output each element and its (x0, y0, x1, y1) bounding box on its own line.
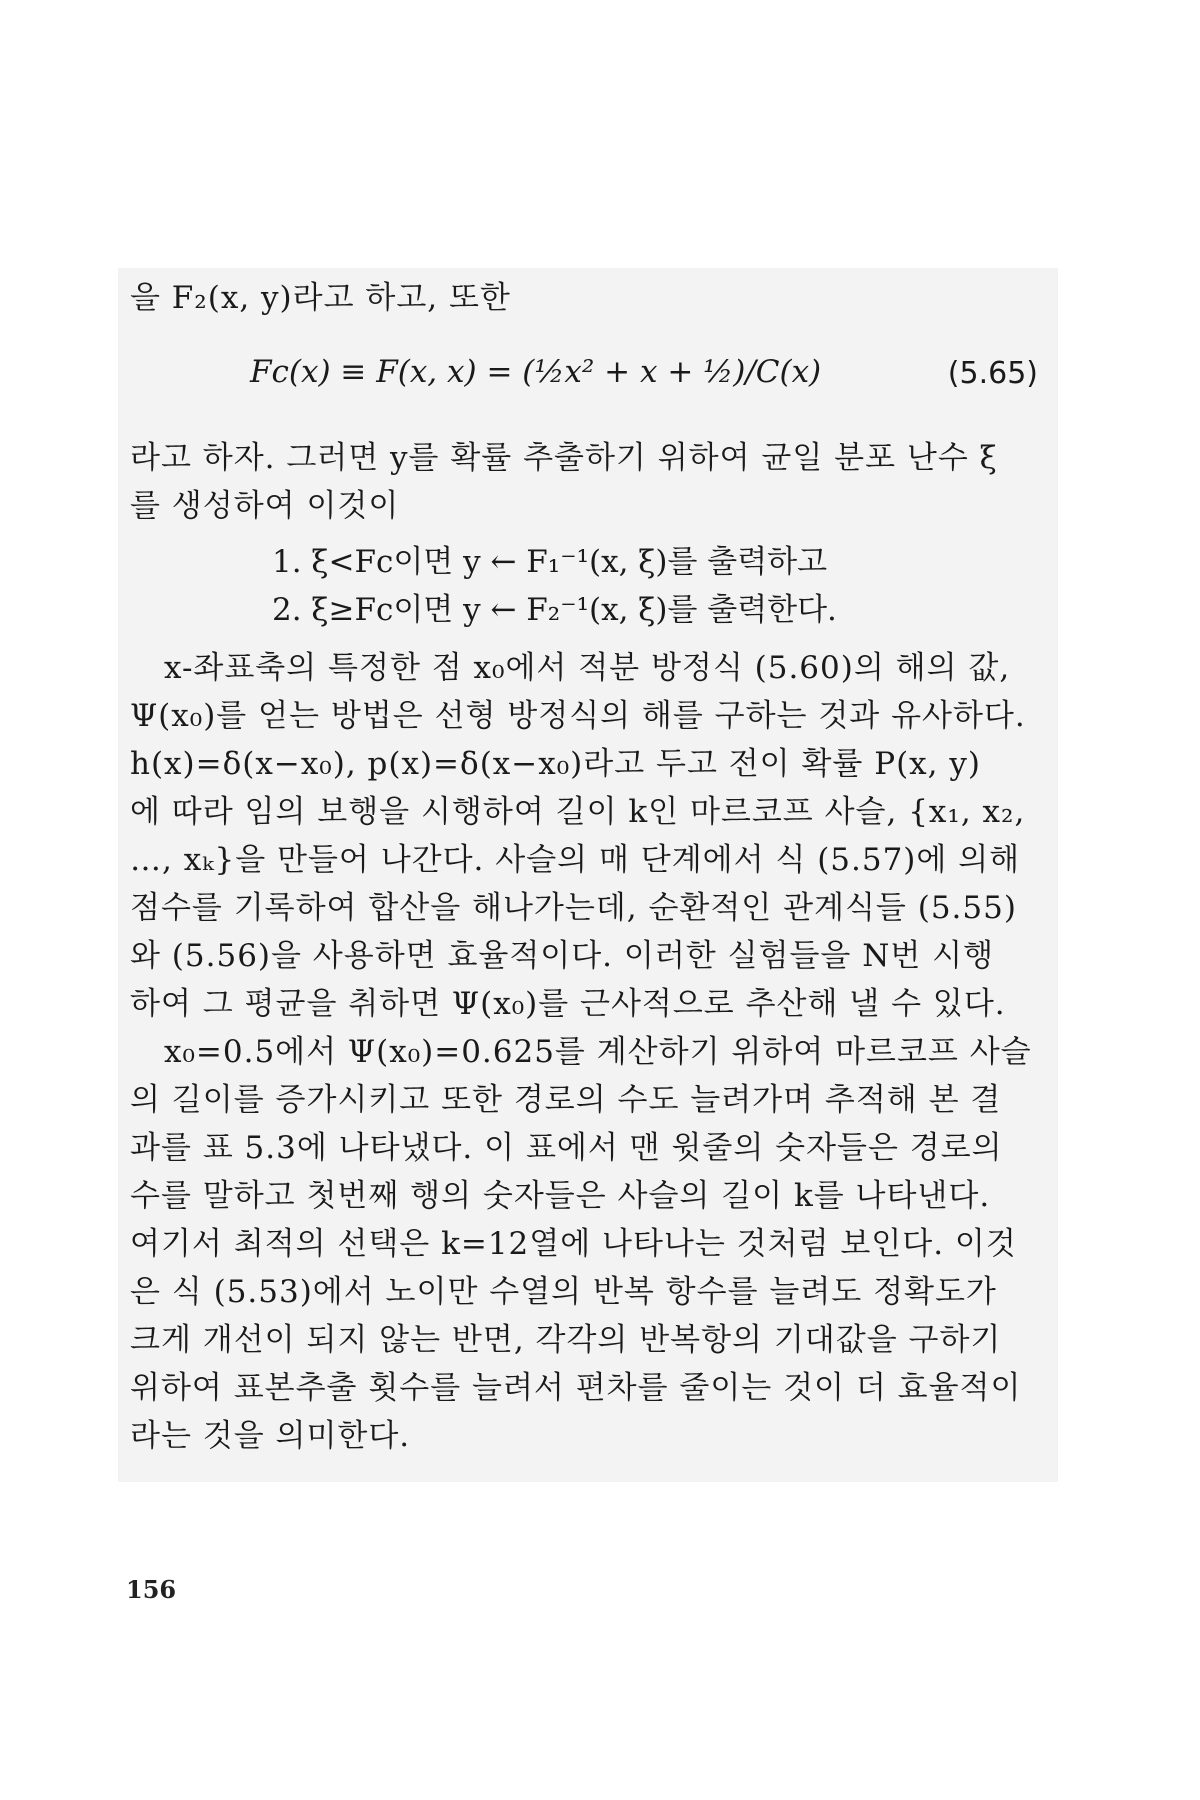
text-line: 의 길이를 증가시키고 또한 경로의 수도 늘려가며 추적해 본 결 (130, 1082, 1002, 1118)
intro-line: 을 F₂(x, y)라고 하고, 또한 (130, 280, 511, 316)
text-line: Ψ(x₀)를 얻는 방법은 선형 방정식의 해를 구하는 것과 유사하다. (130, 698, 1026, 734)
equation-row (130, 334, 1046, 430)
text-line: 점수를 기록하여 합산을 해나가는데, 순환적인 관계식들 (5.55) (130, 890, 1017, 926)
text-line: …, xₖ}을 만들어 나간다. 사슬의 매 단계에서 식 (5.57)에 의해 (130, 842, 1021, 878)
text-line: 수를 말하고 첫번째 행의 숫자들은 사슬의 길이 k를 나타낸다. (130, 1178, 991, 1214)
text-line: 하여 그 평균을 취하면 Ψ(x₀)를 근사적으로 추산해 낼 수 있다. (130, 986, 1006, 1022)
text-line: x₀=0.5에서 Ψ(x₀)=0.625를 계산하기 위하여 마르코프 사슬 (164, 1034, 1032, 1070)
text-line: 여기서 최적의 선택은 k=12열에 나타나는 것처럼 보인다. 이것 (130, 1226, 1017, 1262)
text-block (118, 268, 1058, 1482)
page-number: 156 (126, 1575, 177, 1604)
paragraph-2 (130, 1028, 1046, 1460)
text-line: 와 (5.56)을 사용하면 효율적이다. 이러한 실험들을 N번 시행 (130, 938, 995, 974)
lines-after-equation (130, 434, 1046, 530)
paragraph-1 (130, 644, 1046, 1028)
text-line: 은 식 (5.53)에서 노이만 수열의 반복 항수를 늘려도 정확도가 (130, 1274, 997, 1310)
equation: Fc(x) ≡ F(x, x) = (½x² + x + ½)/C(x) (250, 354, 822, 390)
text-line: h(x)=δ(x−x₀), p(x)=δ(x−x₀)라고 두고 전이 확률 P(x, y) (130, 746, 981, 782)
list-item: 2. ξ≥Fc이면 y ← F₂⁻¹(x, ξ)를 출력한다. (272, 592, 837, 628)
condition-list (130, 538, 1046, 634)
text-line: 에 따라 임의 보행을 시행하여 길이 k인 마르코프 사슬, {x₁, x₂, (130, 794, 1026, 830)
text-line: x-좌표축의 특정한 점 x₀에서 적분 방정식 (5.60)의 해의 값, (164, 650, 1011, 686)
list-item: 1. ξ<Fc이면 y ← F₁⁻¹(x, ξ)를 출력하고 (272, 544, 828, 580)
text-line: 과를 표 5.3에 나타냈다. 이 표에서 맨 윗줄의 숫자들은 경로의 (130, 1130, 1003, 1166)
text-line: 라는 것을 의미한다. (130, 1418, 411, 1454)
text-line: 를 생성하여 이것이 (130, 488, 400, 524)
text-line: 위하여 표본추출 횟수를 늘려서 편차를 줄이는 것이 더 효율적이 (130, 1370, 1022, 1406)
equation-number: (5.65) (947, 356, 1038, 391)
text-line: 크게 개선이 되지 않는 반면, 각각의 반복항의 기대값을 구하기 (130, 1322, 1002, 1358)
text-line: 라고 하자. 그러면 y를 확률 추출하기 위하여 균일 분포 난수 ξ (130, 440, 998, 476)
